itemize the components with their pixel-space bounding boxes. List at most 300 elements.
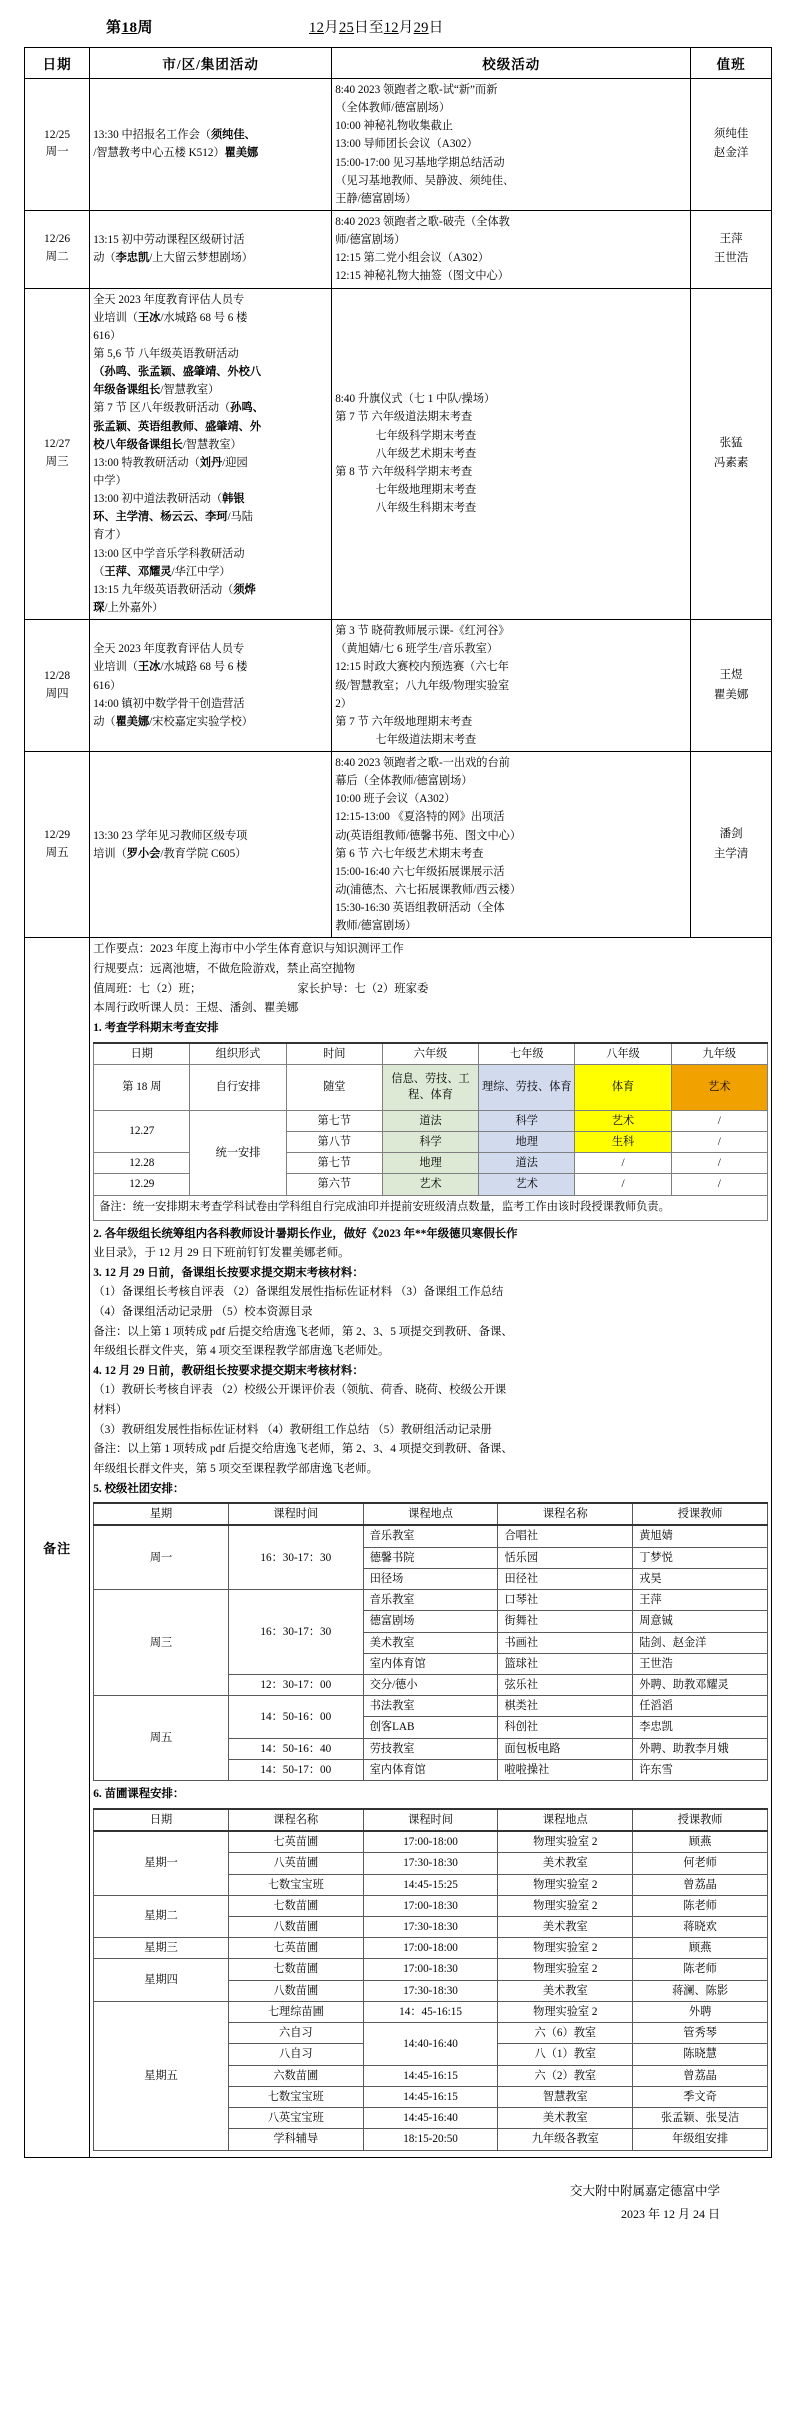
footer-organization: 交大附中附属嘉定德富中学 <box>569 2183 720 2198</box>
city-activity-line <box>93 490 328 508</box>
duty-cell <box>691 620 772 752</box>
school-activity-text: 师/德富剧场） <box>335 234 406 247</box>
club-teacher: 任滔滔 <box>633 1696 768 1717</box>
city-activity-text: 第 7 节 区八年级教研活动（ <box>93 402 231 415</box>
duty-person: 张猛 <box>719 437 743 450</box>
seed-course: 七英苗圃 <box>228 1938 363 1959</box>
club-course: 弦乐社 <box>498 1675 633 1696</box>
seed-teacher: 陈晓慧 <box>633 2044 768 2065</box>
club-teacher: 戎昊 <box>633 1568 768 1589</box>
city-activity-name: 罗小会 <box>126 847 161 860</box>
school-activity-line <box>335 135 687 153</box>
note-item4-line: 年级组长群文件夹，第 5 项交至课程教学部唐逸飞老师。 <box>93 1462 378 1475</box>
school-activity-line <box>335 99 687 117</box>
city-activity-text: 13:30 23 学年见习教师区级专项 <box>93 829 248 842</box>
seed-place: 美术教室 <box>498 2108 633 2129</box>
city-activity-text: 第 5,6 节 八年级英语教研活动 <box>93 347 239 360</box>
city-activity-line <box>93 309 328 327</box>
city-activity-text: /宋校嘉定实验学校） <box>149 715 253 728</box>
school-activity-text: 15:00-17:00 见习基地学期总结活动 <box>335 156 505 169</box>
seed-time: 14:45-16:15 <box>363 2065 498 2086</box>
club-place: 德富剧场 <box>363 1611 498 1632</box>
school-activity-line <box>335 463 687 481</box>
seed-place: 物理实验室 2 <box>498 1895 633 1916</box>
seed-course: 学科辅导 <box>228 2129 363 2150</box>
note-item1-title: 1. 考查学科期末考查安排 <box>93 1021 219 1034</box>
duty-person: 潘剑 <box>719 828 743 841</box>
week-number: 18 <box>121 20 138 36</box>
day-weekday: 周二 <box>45 251 69 264</box>
school-activity-line <box>335 172 687 190</box>
school-activity-line <box>335 808 687 826</box>
city-activity-text: 616） <box>93 329 122 342</box>
col-header-date: 日期 <box>25 48 90 79</box>
note-item3-line: 3. 12 月 29 日前，备课组长按要求提交期末考核材料： <box>93 1266 364 1279</box>
club-place: 室内体育馆 <box>363 1759 498 1780</box>
city-activities-cell <box>90 620 332 752</box>
club-row <box>94 1525 768 1547</box>
city-activity-line <box>93 399 328 417</box>
range-to: 至 <box>368 20 384 36</box>
exam-period: 第七节 <box>286 1110 382 1131</box>
day-weekday: 周四 <box>45 687 69 700</box>
seed-day: 星期四 <box>94 1959 229 2001</box>
seed-teacher: 外聘 <box>633 2001 768 2022</box>
school-activity-line <box>335 154 687 172</box>
club-place: 德馨书院 <box>363 1547 498 1568</box>
city-activity-line <box>93 249 328 267</box>
seed-time: 17:30-18:30 <box>363 1916 498 1937</box>
note-item3-line: （4）备课组活动记录册 （5）校本资源目录 <box>93 1306 313 1319</box>
seed-day: 星期三 <box>94 1938 229 1959</box>
schedule-day-row <box>25 288 772 620</box>
exam-col-header: 七年级 <box>479 1043 575 1065</box>
club-teacher: 外聘、助教邓耀灵 <box>633 1675 768 1696</box>
school-activity-line <box>335 863 687 881</box>
club-place: 劳技教室 <box>363 1738 498 1759</box>
exam-grade8: 生科 <box>575 1131 671 1152</box>
note-item6-title: 6. 苗圃课程安排： <box>93 1788 185 1801</box>
note-duty-row <box>93 980 768 1000</box>
city-activity-text: 616） <box>93 679 122 692</box>
club-col-header: 课程名称 <box>498 1503 633 1525</box>
school-activity-text: 12:15-13:00 《夏洛特的网》出项活 <box>335 811 505 824</box>
day-date-cell <box>25 752 90 938</box>
exam-date: 12.28 <box>94 1153 190 1174</box>
seed-place: 九年级各教室 <box>498 2129 633 2150</box>
school-activity-line <box>335 445 687 463</box>
school-activity-text: （全体教师/德富剧场） <box>335 102 451 115</box>
city-activity-line <box>93 231 328 249</box>
note-item4-line: （3）教研组发展性指标佐证材料 （4）教研组工作总结 （5）教研组活动记录册 <box>93 1423 492 1436</box>
city-activity-line <box>93 291 328 309</box>
exam-grade9: / <box>671 1153 767 1174</box>
col-header-duty: 值班 <box>691 48 772 79</box>
exam-date: 第 18 周 <box>94 1064 190 1110</box>
club-teacher: 丁梦悦 <box>633 1547 768 1568</box>
seed-place: 物理实验室 2 <box>498 2001 633 2022</box>
exam-col-header: 组织形式 <box>190 1043 286 1065</box>
exam-grade9: / <box>671 1174 767 1195</box>
seed-time: 17:00-18:00 <box>363 1831 498 1853</box>
club-place: 交分/德小 <box>363 1675 498 1696</box>
city-activity-text: /智慧教室） <box>160 384 220 397</box>
city-activity-name: 王萍、邓耀灵 <box>104 565 172 578</box>
city-activity-name: 李忠凯 <box>115 252 150 265</box>
school-activity-text: 七年级道法期末考查 <box>375 733 477 746</box>
school-activities-cell <box>332 210 691 288</box>
club-time: 16：30-17：30 <box>228 1525 363 1589</box>
school-activity-text: 八年级生科期末考查 <box>375 502 477 515</box>
seed-time: 18:15-20:50 <box>363 2129 498 2150</box>
seed-time: 17:30-18:30 <box>363 1853 498 1874</box>
seed-time: 17:00-18:30 <box>363 1895 498 1916</box>
duty-person: 主学清 <box>713 847 749 860</box>
school-activity-text: 8:40 升旗仪式（七 1 中队/操场） <box>335 393 496 406</box>
exam-grade6: 科学 <box>382 1131 478 1152</box>
footer-date: 2023 年 12 月 24 日 <box>620 2207 720 2222</box>
club-weekday: 周一 <box>94 1525 229 1589</box>
city-activity-line <box>93 418 328 436</box>
school-activity-text: 动(浦德杰、六七拓展课教师/西云楼） <box>335 884 522 897</box>
city-activity-text: /教育学院 C605） <box>160 847 247 860</box>
seed-course: 八自习 <box>228 2044 363 2065</box>
school-activity-line <box>335 481 687 499</box>
city-activity-line <box>93 545 328 563</box>
club-course: 面包板电路 <box>498 1738 633 1759</box>
city-activity-line <box>93 658 328 676</box>
exam-row <box>94 1110 768 1131</box>
school-activity-line <box>335 213 687 231</box>
exam-grade9: 艺术 <box>671 1064 767 1110</box>
city-activity-text: 13:00 区中学音乐学科教研活动 <box>93 547 245 560</box>
seed-course: 七数宝宝班 <box>228 2086 363 2107</box>
exam-col-header: 六年级 <box>382 1043 478 1065</box>
school-activity-line <box>335 713 687 731</box>
school-activities-cell <box>332 752 691 938</box>
seed-course: 六数苗圃 <box>228 2065 363 2086</box>
city-activity-line <box>93 472 328 490</box>
exam-col-header: 日期 <box>94 1043 190 1065</box>
club-col-header: 星期 <box>94 1503 229 1525</box>
club-teacher: 王萍 <box>633 1590 768 1611</box>
city-activity-line <box>93 526 328 544</box>
club-teacher: 黄旭婧 <box>633 1525 768 1547</box>
exam-col-header: 时间 <box>286 1043 382 1065</box>
club-place: 书法教室 <box>363 1696 498 1717</box>
city-activity-name: 年级备课组长 <box>93 384 161 397</box>
club-col-header: 授课教师 <box>633 1503 768 1525</box>
duty-cell <box>691 288 772 620</box>
school-activity-line <box>335 790 687 808</box>
school-activity-line <box>335 190 687 208</box>
seed-teacher: 季文奇 <box>633 2086 768 2107</box>
school-activities-cell <box>332 288 691 620</box>
school-activity-text: 15:30-16:30 英语组教研活动（全体 <box>335 902 505 915</box>
seed-place: 美术教室 <box>498 1853 633 1874</box>
seed-time: 17:00-18:00 <box>363 1938 498 1959</box>
school-activity-text: 王静/德富剧场） <box>335 192 417 205</box>
city-activity-text: 13:15 九年级英语教研活动（ <box>93 583 234 596</box>
city-activity-line <box>93 508 328 526</box>
school-activity-line <box>335 640 687 658</box>
club-weekday: 周三 <box>94 1590 229 1696</box>
seed-teacher: 顾燕 <box>633 1938 768 1959</box>
seedling-course-table <box>93 1808 768 2151</box>
seed-row <box>94 1938 768 1959</box>
school-activity-text: 10:00 神秘礼物收集截止 <box>335 120 453 133</box>
duty-person: 赵金洋 <box>713 147 749 160</box>
seed-time: 17:30-18:30 <box>363 1980 498 2001</box>
city-activity-text: /华江中学） <box>171 565 231 578</box>
seed-place: 美术教室 <box>498 1916 633 1937</box>
range-month-end: 12 <box>383 20 399 36</box>
school-activity-text: 第 8 节 六年级科学期末考查 <box>335 465 473 478</box>
city-activity-line <box>93 454 328 472</box>
city-activity-line <box>93 144 328 162</box>
city-activity-text: /上外嘉外） <box>104 601 164 614</box>
day-date-cell <box>25 79 90 211</box>
seed-course: 八英苗圃 <box>228 1853 363 1874</box>
club-time: 12：30-17：00 <box>228 1675 363 1696</box>
school-activity-line <box>335 695 687 713</box>
school-activity-line <box>335 677 687 695</box>
city-activity-name: 琛 <box>93 601 105 614</box>
day-date: 12/28 <box>43 669 71 682</box>
school-activity-line <box>335 231 687 249</box>
seed-time: 14:40-16:40 <box>363 2023 498 2065</box>
seed-teacher: 张孟颖、张旻洁 <box>633 2108 768 2129</box>
city-activity-name: 刘丹 <box>199 456 223 469</box>
city-activity-text: /水城路 68 号 6 楼 <box>160 311 248 324</box>
exam-date: 12.27 <box>94 1110 190 1152</box>
note-item4-line: 4. 12 月 29 日前，教研组长按要求提交期末考核材料： <box>93 1364 364 1377</box>
note-item3-line: 备注：以上第 1 项转成 pdf 后提交给唐逸飞老师，第 2、3、5 项提交到教研、备课、 <box>93 1325 513 1338</box>
seed-day: 星期二 <box>94 1895 229 1937</box>
seed-col-header: 课程时间 <box>363 1809 498 1831</box>
note-item4-line: （1）教研长考核自评表 （2）校级公开课评价表（领航、荷香、晓荷、校级公开课 <box>93 1384 507 1397</box>
schedule-body <box>25 79 772 938</box>
duty-cell <box>691 210 772 288</box>
school-activity-line <box>335 499 687 517</box>
exam-form: 自行安排 <box>190 1064 286 1110</box>
duty-class-label: 值周班：七（2）班； <box>93 982 202 995</box>
school-activity-text: 七年级地理期末考查 <box>375 484 477 497</box>
duty-cell <box>691 79 772 211</box>
exam-grade8: / <box>575 1174 671 1195</box>
club-col-header: 课程时间 <box>228 1503 363 1525</box>
city-activity-name: （孙鸣、张孟颖、盛肇靖、外校八 <box>93 366 262 379</box>
city-activity-text: 全天 2023 年度教育评估人员专 <box>93 293 245 306</box>
club-place: 音乐教室 <box>363 1590 498 1611</box>
day-weekday: 周三 <box>45 455 69 468</box>
school-activity-text: 12:15 第二党小组会议（A302） <box>335 252 490 265</box>
city-activity-text: 业培训（ <box>93 311 138 324</box>
day-date: 12/25 <box>43 128 71 141</box>
club-course: 书画社 <box>498 1632 633 1653</box>
city-activity-text: /马陆 <box>227 511 253 524</box>
school-activity-text: 8:40 2023 领跑者之歌-试“新”而新 <box>335 84 498 96</box>
seed-place: 物理实验室 2 <box>498 1938 633 1959</box>
school-activity-text: 13:00 导师团长会议（A302） <box>335 138 478 151</box>
seed-place: 六（2）教室 <box>498 2065 633 2086</box>
range-month-start: 12 <box>309 20 325 36</box>
note-item3-line: 年级组长群文件夹，第 4 项交至课程教学部唐逸飞老师处。 <box>93 1345 390 1358</box>
exam-grade7: 地理 <box>479 1131 575 1152</box>
exam-period: 第七节 <box>286 1153 382 1174</box>
exam-grade9: / <box>671 1110 767 1131</box>
seed-teacher: 陈老师 <box>633 1959 768 1980</box>
club-place: 室内体育馆 <box>363 1653 498 1674</box>
exam-grade6: 道法 <box>382 1110 478 1131</box>
school-activity-line <box>335 390 687 408</box>
day-weekday: 周五 <box>45 846 69 859</box>
school-activity-text: 第 6 节 六七年级艺术期末考查 <box>335 847 484 860</box>
document-footer <box>24 2180 772 2227</box>
school-activity-text: 8:40 2023 领跑者之歌-一出戏的台前 <box>335 757 510 770</box>
seed-row <box>94 1831 768 1853</box>
exam-grade6: 艺术 <box>382 1174 478 1195</box>
exam-footnote-row <box>94 1195 768 1220</box>
club-course: 合唱社 <box>498 1525 633 1547</box>
notes-body <box>90 938 772 2157</box>
seed-teacher: 蒋澜、陈影 <box>633 1980 768 2001</box>
club-place: 美术教室 <box>363 1632 498 1653</box>
city-activity-text: /智慧教考中心五楼 K512） <box>93 147 225 160</box>
club-schedule-table <box>93 1502 768 1781</box>
city-activity-text: 14:00 镇初中数学骨干创造营活 <box>93 697 245 710</box>
city-activity-text: （ <box>93 565 105 578</box>
city-activity-text: 培训（ <box>93 847 127 860</box>
city-activity-text: 全天 2023 年度教育评估人员专 <box>93 643 245 656</box>
school-activity-line <box>335 917 687 935</box>
school-activity-line <box>335 827 687 845</box>
seed-col-header: 课程名称 <box>228 1809 363 1831</box>
school-activity-text: 级/智慧教室；八九年级/物理实验室 <box>335 679 510 692</box>
city-activity-line <box>93 436 328 454</box>
club-time: 14：50-17：00 <box>228 1759 363 1780</box>
school-activity-line <box>335 772 687 790</box>
city-activity-name: 须纯佳、 <box>210 129 256 142</box>
seed-place: 八（1）教室 <box>498 2044 633 2065</box>
school-activity-text: 第 3 节 晓荷教师展示课-《红河谷》 <box>335 625 510 638</box>
club-weekday: 周五 <box>94 1696 229 1781</box>
exam-grade8: / <box>575 1153 671 1174</box>
city-activity-line <box>93 126 328 144</box>
note-item2-line: 2. 各年级组长统筹组内各科教师设计暑期长作业，做好《2023 年**年级德贝寒假长作 <box>93 1227 518 1240</box>
school-activity-line <box>335 845 687 863</box>
seed-day: 星期五 <box>94 2001 229 2150</box>
seed-teacher: 曾荔晶 <box>633 1874 768 1895</box>
city-activity-text: 13:15 初中劳动课程区级研讨活 <box>93 234 245 247</box>
day-date-cell <box>25 288 90 620</box>
exam-col-header: 九年级 <box>671 1043 767 1065</box>
club-course: 棋类社 <box>498 1696 633 1717</box>
club-time: 16：30-17：30 <box>228 1590 363 1675</box>
day-date: 12/27 <box>43 438 71 450</box>
city-activity-name: 须烨 <box>233 583 256 596</box>
city-activity-line <box>93 827 328 845</box>
seed-course: 六自习 <box>228 2023 363 2044</box>
document-header <box>24 10 772 47</box>
school-activity-text: （见习基地教师、吴静波、须纯佳、 <box>335 174 515 187</box>
seed-course: 八数苗圃 <box>228 1980 363 2001</box>
city-activity-name: 环、主学清、杨云云、李珂 <box>93 511 228 524</box>
club-row <box>94 1590 768 1611</box>
seed-course: 八数苗圃 <box>228 1916 363 1937</box>
city-activity-line <box>93 345 328 363</box>
seed-teacher: 蒋晓欢 <box>633 1916 768 1937</box>
club-course: 口琴社 <box>498 1590 633 1611</box>
parent-guard-label: 家长护导：七（2）班家委 <box>297 982 429 995</box>
seed-teacher: 年级组安排 <box>633 2129 768 2150</box>
exam-grade7: 艺术 <box>479 1174 575 1195</box>
city-activity-line <box>93 327 328 345</box>
school-activity-text: 幕后（全体教师/德富剧场） <box>335 775 473 788</box>
city-activity-text: 13:00 初中道法教研活动（ <box>93 493 223 506</box>
school-activity-line <box>335 267 687 285</box>
school-activity-text: 八年级艺术期末考查 <box>375 447 477 460</box>
club-course: 篮球社 <box>498 1653 633 1674</box>
schedule-day-row <box>25 620 772 752</box>
notes-section <box>25 938 772 2157</box>
club-course: 啦啦操社 <box>498 1759 633 1780</box>
city-activity-name: 王冰 <box>137 311 161 324</box>
city-activity-line <box>93 845 328 863</box>
city-activities-cell <box>90 79 332 211</box>
school-activity-line <box>335 622 687 640</box>
city-activity-line <box>93 581 328 599</box>
seed-time: 14:45-16:40 <box>363 2108 498 2129</box>
week-suffix: 周 <box>137 20 154 36</box>
note-item2-line: 业目录》，于 12 月 29 日下班前钉钉发瞿美娜老师。 <box>93 1247 350 1260</box>
seed-row <box>94 1959 768 1980</box>
seed-time: 17:00-18:30 <box>363 1959 498 1980</box>
duty-person: 王煜 <box>719 669 743 682</box>
day-date: 12/26 <box>43 233 71 246</box>
school-activity-text: 动(英语组教师/德馨书苑、图文中心） <box>335 829 522 842</box>
school-activities-cell <box>332 79 691 211</box>
club-time: 14：50-16：40 <box>228 1738 363 1759</box>
seed-day: 星期一 <box>94 1831 229 1895</box>
city-activity-line <box>93 695 328 713</box>
club-teacher: 外聘、助教李月娥 <box>633 1738 768 1759</box>
seed-course: 七理综苗圃 <box>228 2001 363 2022</box>
seed-teacher: 曾荔晶 <box>633 2065 768 2086</box>
club-course: 恬乐园 <box>498 1547 633 1568</box>
city-activity-line <box>93 563 328 581</box>
duty-person: 冯素素 <box>713 456 749 469</box>
exam-grade7: 科学 <box>479 1110 575 1131</box>
exam-period: 随堂 <box>286 1064 382 1110</box>
city-activity-name: 张孟颖、英语组教师、盛肇靖、外 <box>93 420 262 433</box>
city-activities-cell <box>90 288 332 620</box>
seed-course: 八英宝宝班 <box>228 2108 363 2129</box>
school-activity-line <box>335 754 687 772</box>
note-item5-title: 5. 校级社团安排： <box>93 1482 185 1495</box>
school-activity-text: 15:00-16:40 六七年级拓展课展示活 <box>335 865 505 878</box>
day-date-cell <box>25 210 90 288</box>
seed-course: 七数苗圃 <box>228 1895 363 1916</box>
city-activities-cell <box>90 210 332 288</box>
city-activity-line <box>93 381 328 399</box>
exam-grade6: 信息、劳技、工程、体育 <box>382 1064 478 1110</box>
city-activity-text: 育才） <box>93 529 127 542</box>
school-activity-text: 七年级科学期末考查 <box>375 429 477 442</box>
weekly-schedule-table <box>24 47 772 2158</box>
duty-cell <box>691 752 772 938</box>
city-activity-name: 瞿美娜 <box>115 715 150 728</box>
